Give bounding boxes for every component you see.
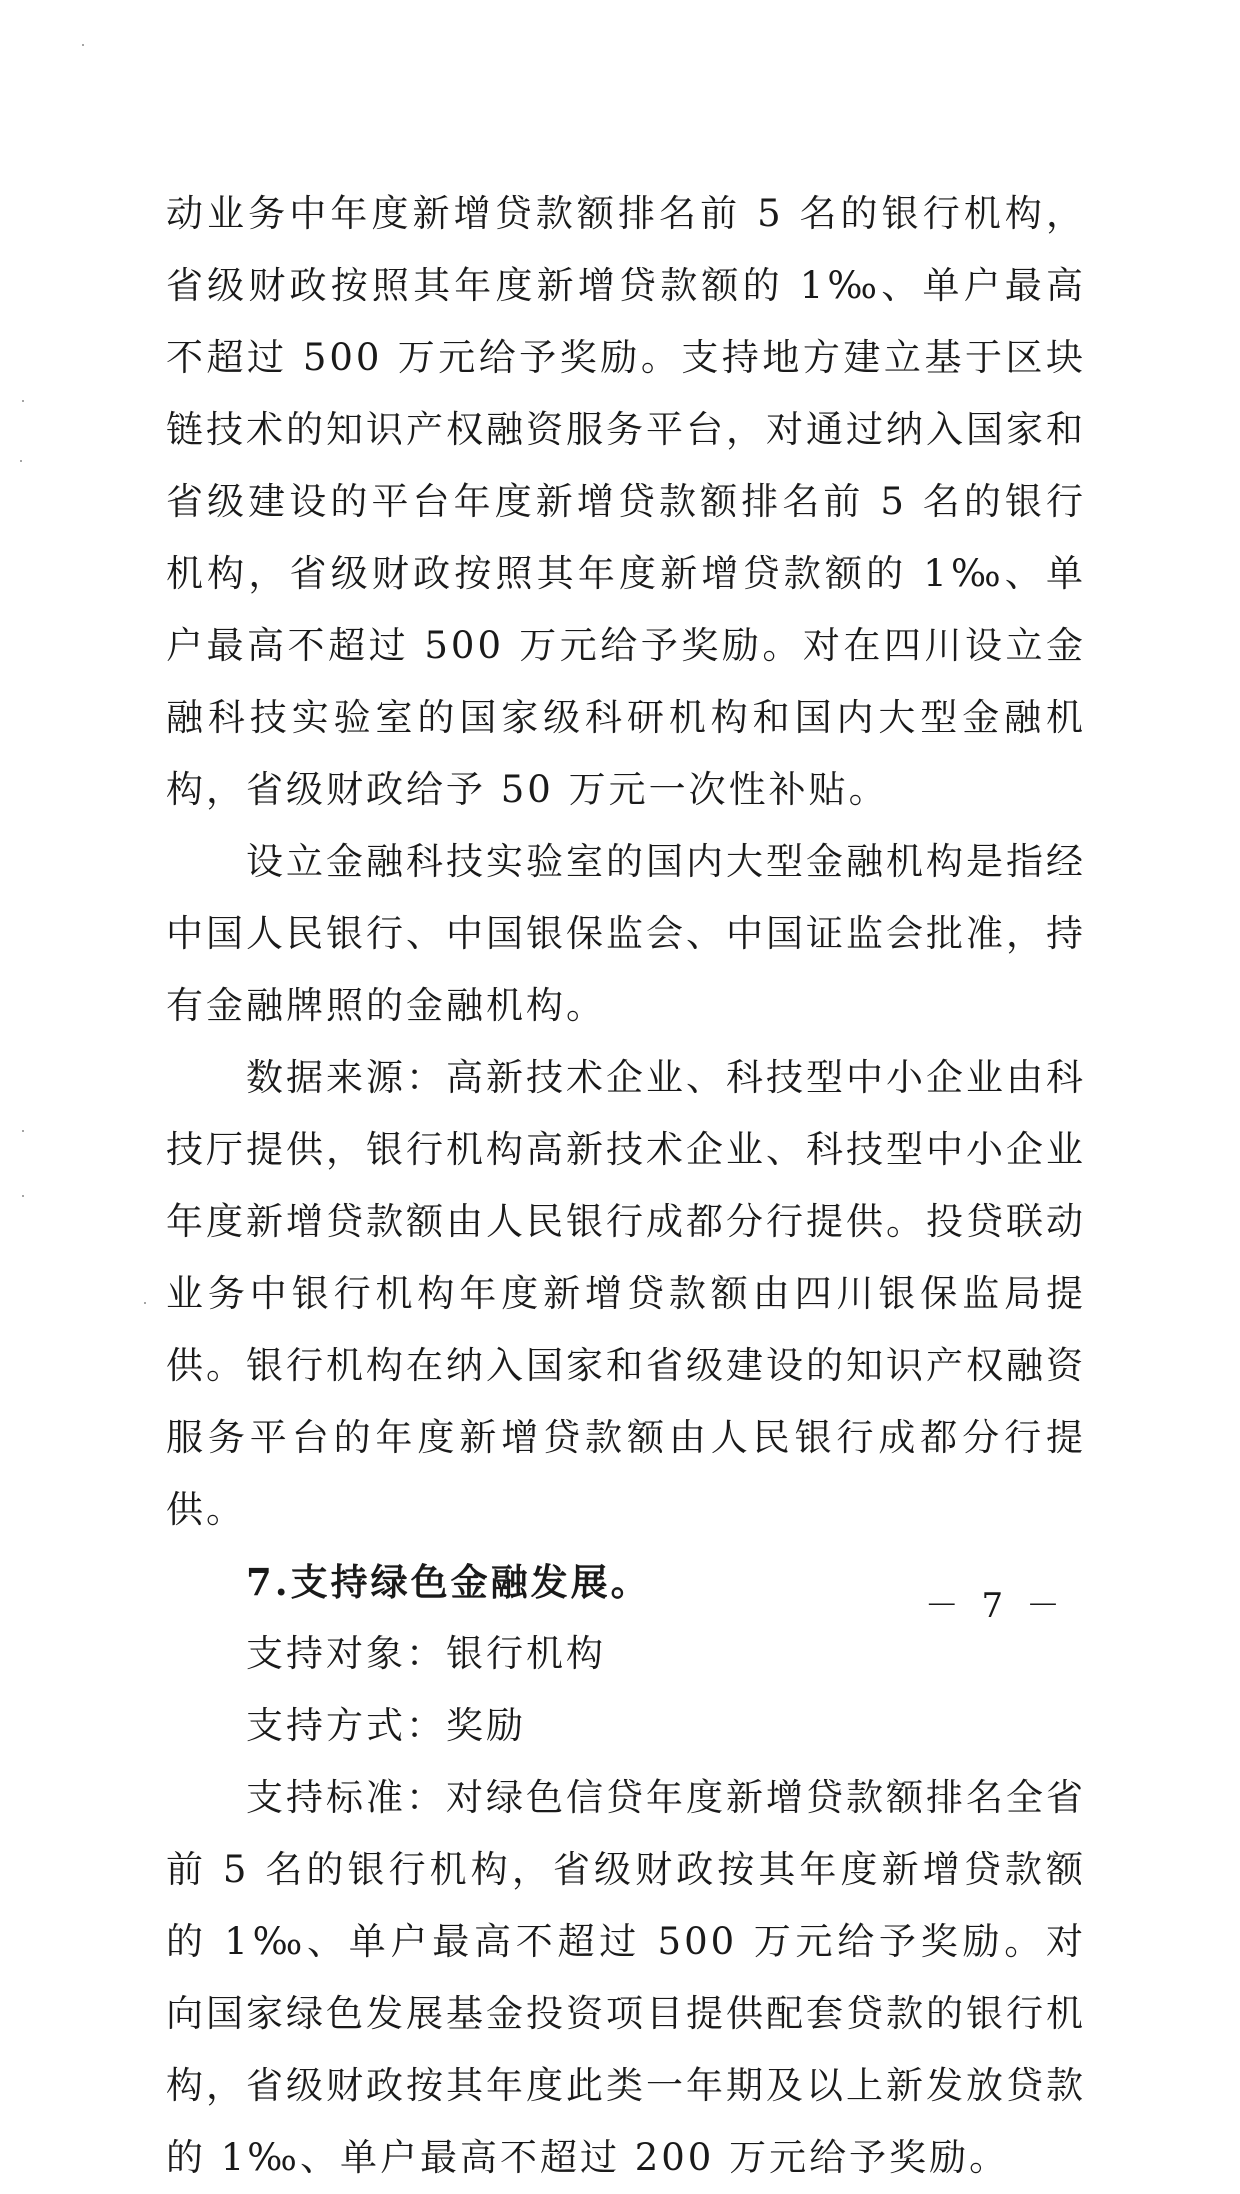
- support-target: 支持对象：银行机构: [246, 1632, 606, 1675]
- paragraph-data-source: 数据来源：高新技术企业、科技型中小企业由科技厅提供，银行机构高新技术企业、科技型中小企业年度新增贷款额由人民银行成都分行提供。投贷联动业务中银行机构年度新增贷款额由四川银保监局提供。银行机构在纳入国家和省级建设的知识产权融资服务平台的年度新增贷款额由人民银行成都分行提供。: [166, 1056, 1086, 1531]
- scan-speck: [22, 400, 24, 402]
- scan-speck: [20, 460, 22, 462]
- support-method: 支持方式：奖励: [246, 1704, 526, 1747]
- scan-speck: [22, 1195, 24, 1197]
- scan-speck: [22, 1130, 24, 1132]
- scan-speck: [82, 44, 84, 46]
- paragraph-continued: 动业务中年度新增贷款额排名前 5 名的银行机构，省级财政按照其年度新增贷款额的 1‰、单户最高不超过 500 万元给予奖励。支持地方建立基于区块链技术的知识产权融资服务平台，对通过纳入国家和省级建设的平台年度新增贷款额排名前 5 名的银行机构，省级财政按照其年度新增贷款额的 1‰、单户最高不超过 500 万元给予奖励。对在四川设立金融科技实验室的国家级科研机构和国内大型金融机构，省级财政给予 50 万元一次性补贴。: [166, 192, 1086, 811]
- page-number: － 7 －: [924, 1586, 1066, 1626]
- support-standard: 支持标准：对绿色信贷年度新增贷款额排名全省前 5 名的银行机构，省级财政按其年度新增贷款额的 1‰、单户最高不超过 500 万元给予奖励。对向国家绿色发展基金投资项目提供配套贷款的银行机构，省级财政按其年度此类一年期及以上新发放贷款的 1‰、单户最高不超过 200 万元给予奖励。: [166, 1776, 1086, 2179]
- document-body: [166, 178, 1086, 2194]
- section-heading: 7.支持绿色金融发展。: [246, 1560, 651, 1604]
- paragraph-lab-definition: 设立金融科技实验室的国内大型金融机构是指经中国人民银行、中国银保监会、中国证监会批准，持有金融牌照的金融机构。: [166, 840, 1086, 1027]
- scan-speck: [144, 1302, 146, 1304]
